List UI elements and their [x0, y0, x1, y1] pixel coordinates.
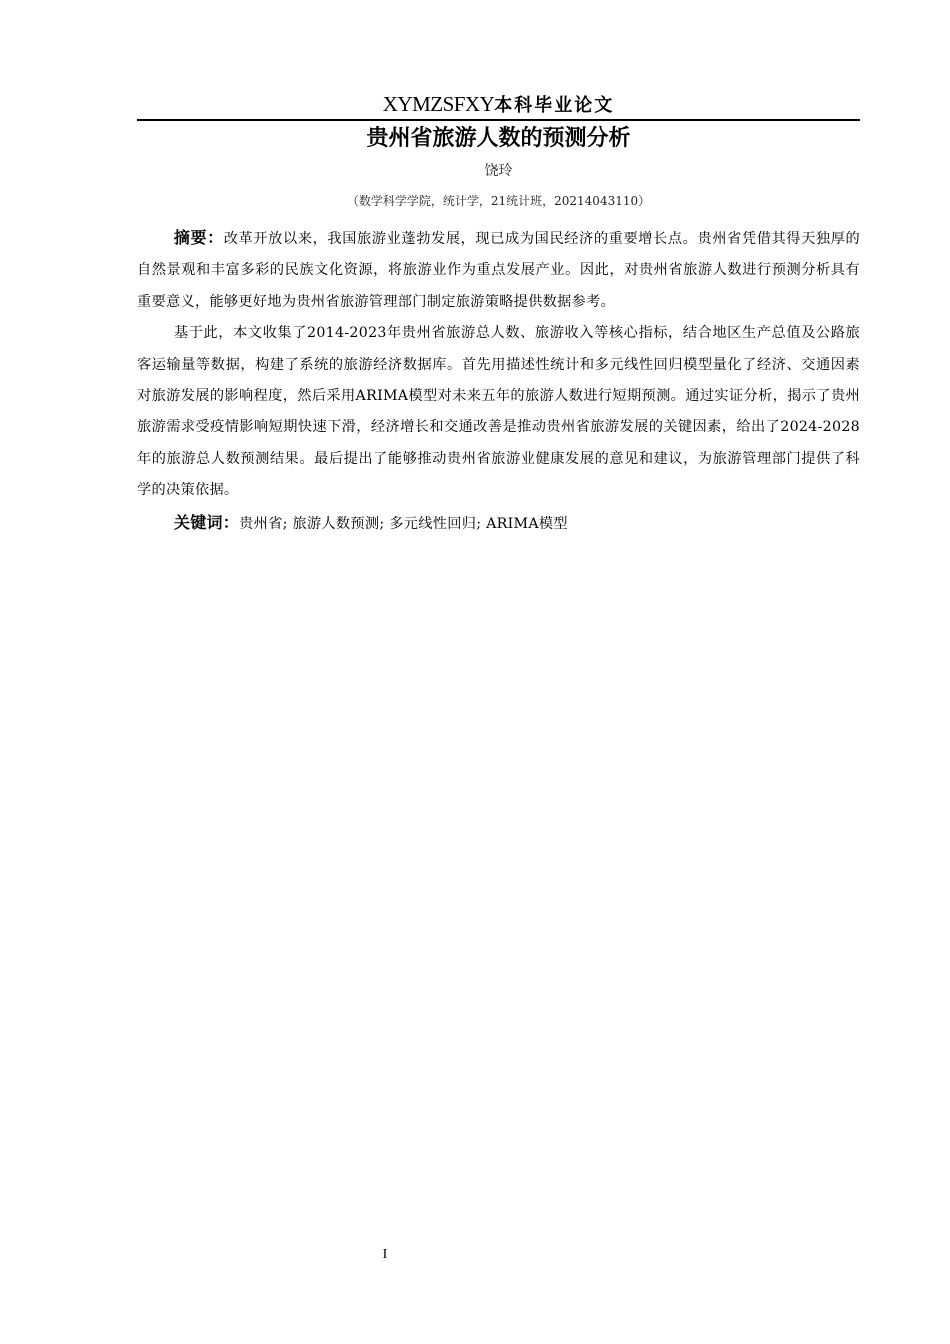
- author-name: 饶玲: [484, 163, 513, 179]
- page-number: I: [382, 1247, 388, 1262]
- abstract-paragraph-2: 基于此，本文收集了2014-2023年贵州省旅游总人数、旅游收入等核心指标，结合地区生产总值及公路旅客运输量等数据，构建了系统的旅游经济数据库。首先用描述性统计和多元线性回归模型量化了经济、交通因素对旅游发展的影响程度，然后采用ARIMA模型对未来五年的旅游人数进行短期预测。通过实证分析，揭示了贵州旅游需求受疫情影响短期快速下滑，经济增长和交通改善是推动贵州省旅游发展的关键因素，给出了2024-2028年的旅游总人数预测结果。最后提出了能够推动贵州省旅游业健康发展的意见和建议，为旅游管理部门提供了科学的决策依据。: [137, 325, 860, 499]
- author-affiliation: （数学科学学院，统计学，21统计班，20214043110）: [346, 194, 651, 208]
- running-header: [137, 90, 860, 120]
- abstract-label: 摘要：: [173, 228, 224, 247]
- header-rule: [137, 119, 860, 121]
- keywords-label: 关键词：: [173, 512, 240, 532]
- abstract-paragraph-1-text: 改革开放以来，我国旅游业蓬勃发展，现已成为国民经济的重要增长点。贵州省凭借其得天独厚的自然景观和丰富多彩的民族文化资源，将旅游业作为重点发展产业。因此，对贵州省旅游人数进行预测分析具有重要意义，能够更好地为贵州省旅游管理部门制定旅游策略提供数据参考。: [137, 231, 861, 310]
- header-thesis-type: 本科毕业论文: [494, 95, 615, 116]
- header-institution-code: XYMZSFXY: [382, 92, 495, 116]
- keywords-line: [137, 507, 860, 540]
- abstract-section: [137, 222, 860, 540]
- keywords-text: 贵州省; 旅游人数预测; 多元线性回归; ARIMA模型: [239, 515, 568, 532]
- paper-title: 贵州省旅游人数的预测分析: [366, 126, 631, 151]
- abstract-paragraph-1: [137, 222, 860, 318]
